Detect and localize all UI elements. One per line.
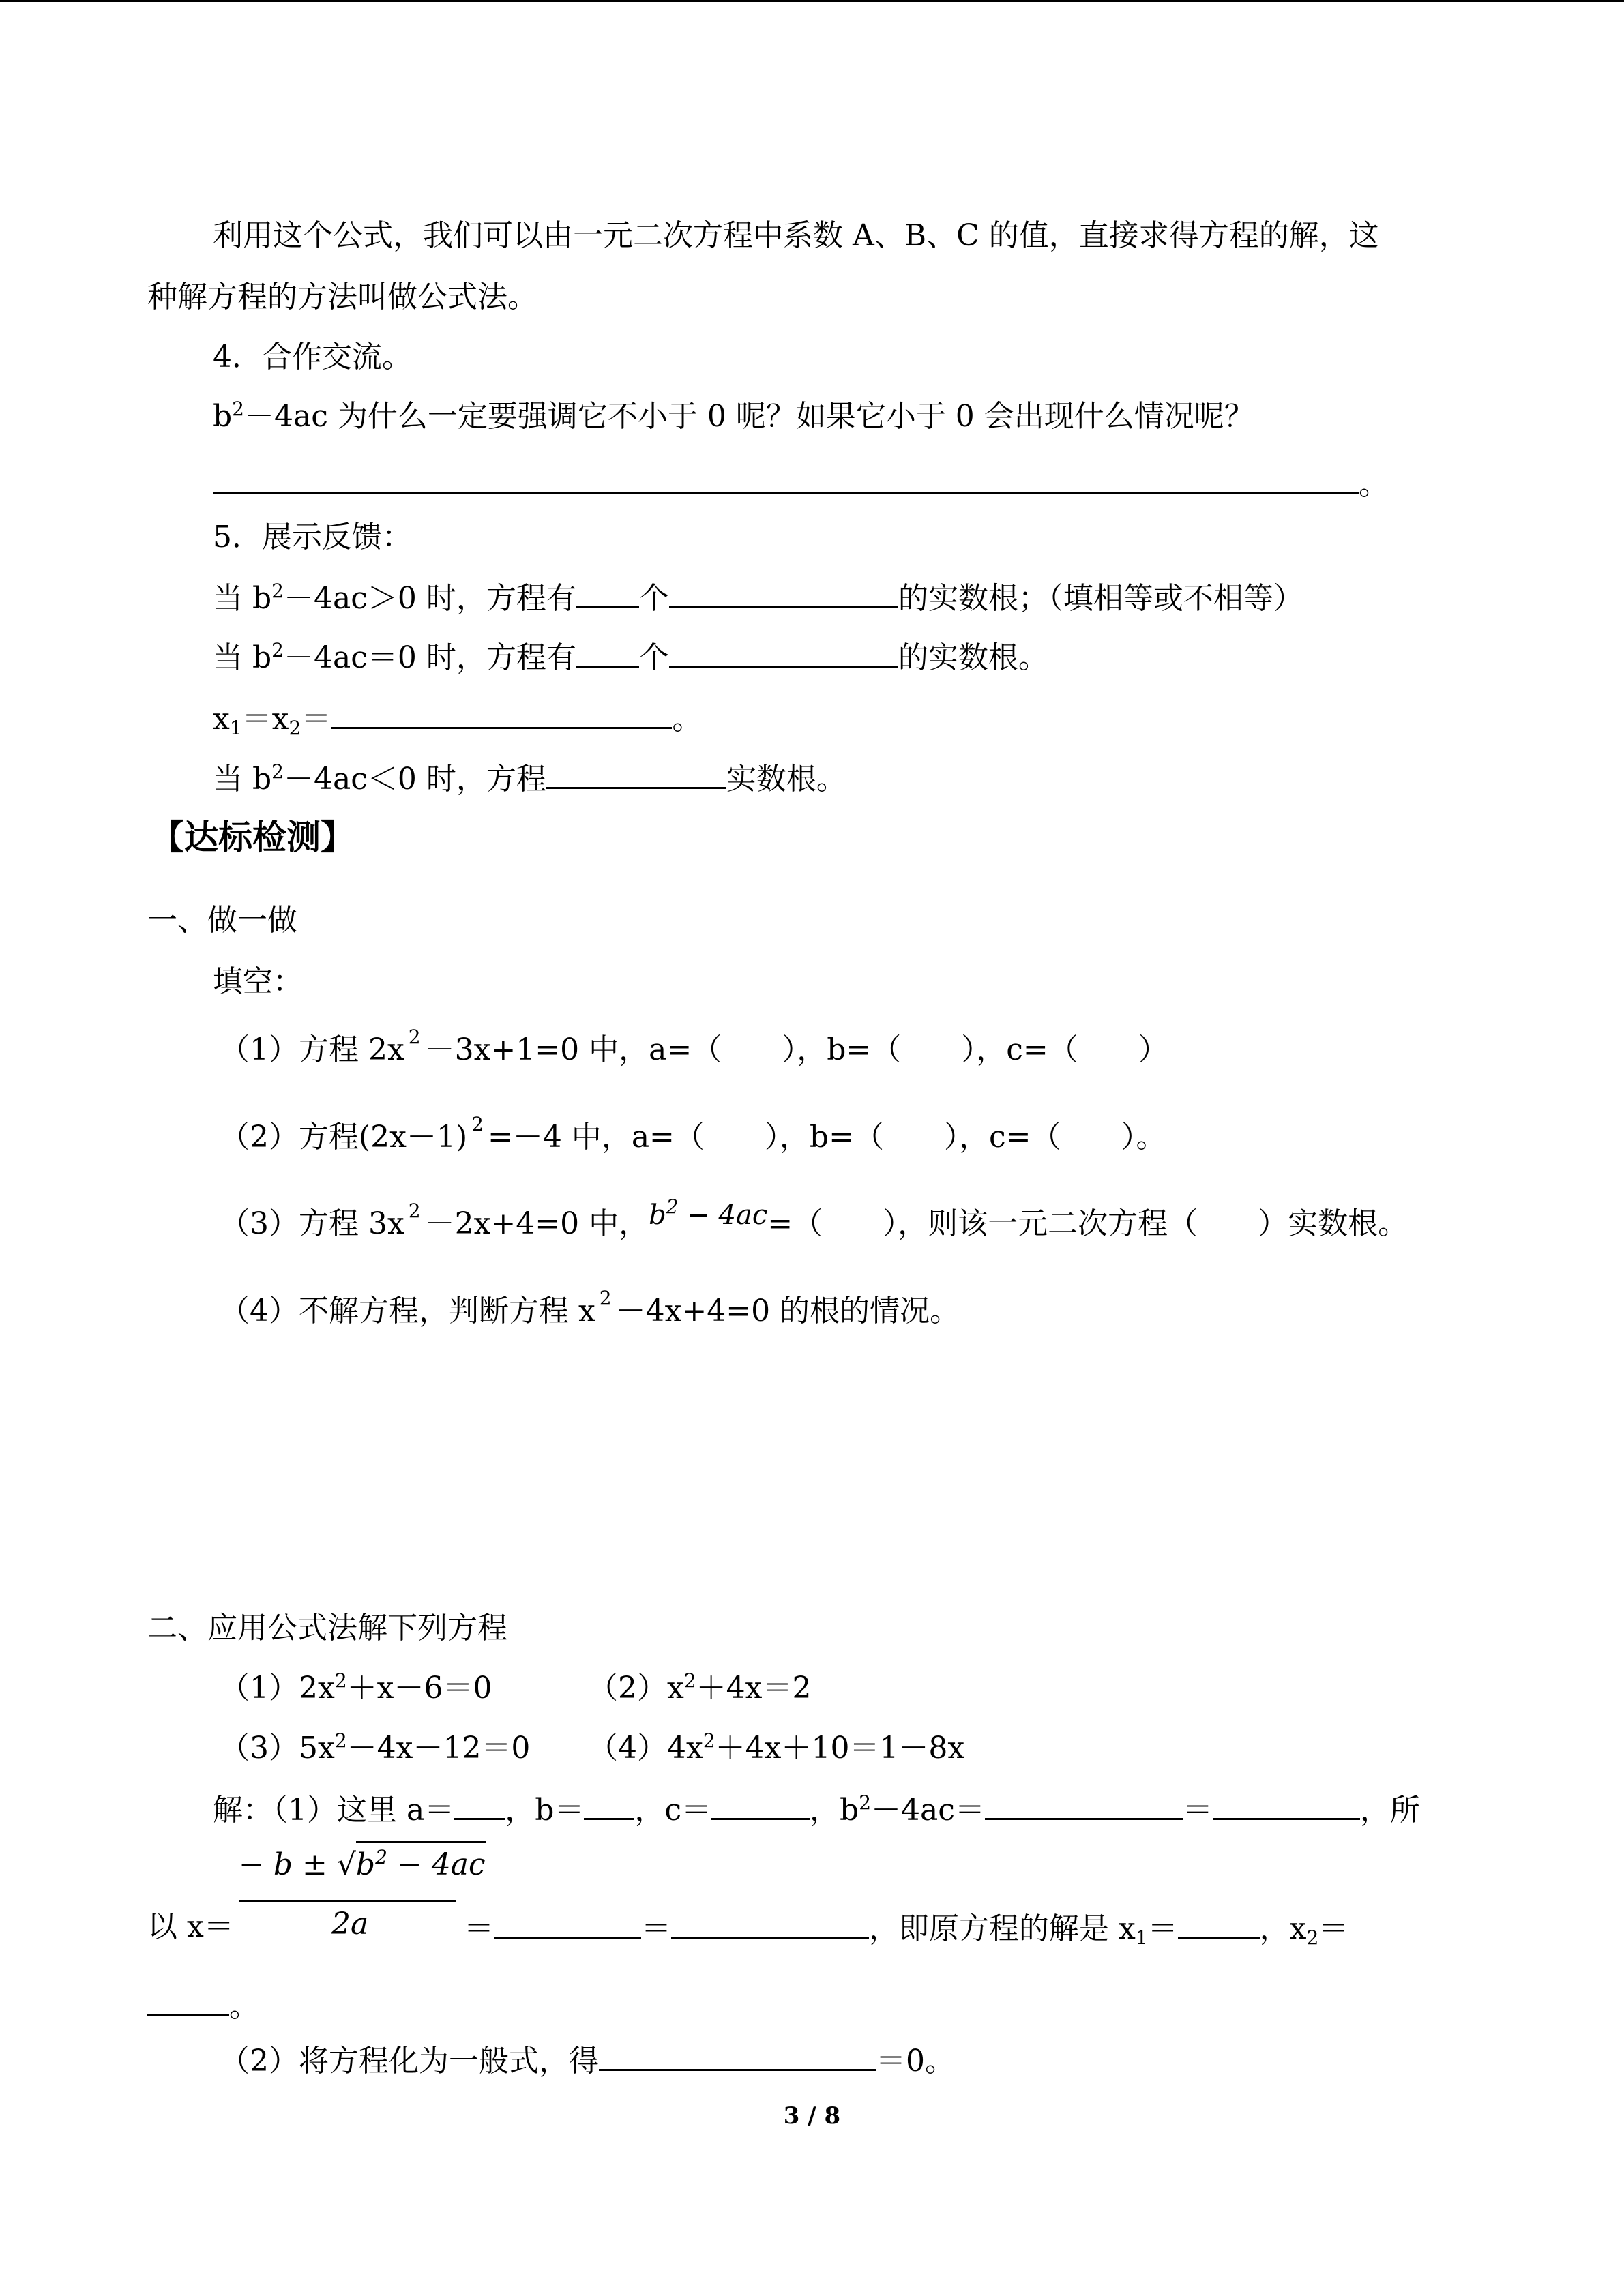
blank-b[interactable] — [584, 1788, 634, 1820]
blank-negative-case[interactable] — [546, 757, 726, 789]
blank-substitution[interactable] — [494, 1907, 641, 1939]
section5-line-3: $x_1=x_2=$ 。 — [213, 697, 702, 740]
section4-answer-line[interactable]: 。 — [213, 462, 1389, 505]
part2-equation-1: $(1)2x^2+x-6=0$ — [220, 1669, 492, 1705]
page-number: 3 / 8 — [783, 2102, 841, 2130]
part2-equation-4: $(4)4x^2+4x+10=1-8x$ — [588, 1729, 965, 1765]
blank-discriminant-expr[interactable] — [985, 1788, 1183, 1820]
blank-c[interactable] — [711, 1788, 810, 1820]
discriminant-formula: $b^2 - 4ac$ — [649, 1195, 768, 1231]
x-label: 以 x＝ — [147, 1909, 234, 1944]
blank-discriminant-value[interactable] — [1213, 1788, 1360, 1820]
solution-continuation: 。 — [147, 1984, 259, 2027]
part2-equation-3: $(3)5x^2-4x-12=0$ — [220, 1729, 531, 1765]
blank-general-form[interactable] — [599, 2039, 876, 2071]
part2-equation-2: $(2)x^2+4x=2$ — [588, 1669, 812, 1705]
formula-denominator: 2a — [331, 1907, 369, 1941]
part1-question-4: （4）不解方程，判断方程 x $^2$ －4x+4=0 的根的情况。 — [220, 1287, 960, 1328]
solution-line: 解：（1）这里 a＝ ，b＝ ，c＝ ，$b^2-4ac=$ ＝ ，所 — [213, 1788, 1420, 1831]
blank-count-1[interactable] — [576, 576, 639, 608]
part1-question-1: （1）方程 2x $^2$ －3x+1=0 中，a=（ ），b=（ ），c=（ ） — [220, 1026, 1168, 1067]
section4-title: 4．合作交流。 — [213, 340, 412, 374]
blank-x1[interactable] — [1178, 1907, 1260, 1939]
blank-x2[interactable] — [147, 1984, 229, 2016]
section4-question: $b^2-4ac$ 为什么一定要强调它不小于 0 呢？如果它小于 0 会出现什么情况呢？ — [213, 398, 1254, 434]
part1-subtitle: 填空： — [213, 964, 303, 999]
section5-line-4: 当 $b^2-4ac<0$ 时，方程 实数根。 — [213, 757, 846, 800]
blank-simplified[interactable] — [671, 1907, 869, 1939]
page-top-border — [0, 0, 1624, 2]
blank-type-1[interactable] — [669, 576, 898, 608]
part1-question-3: （3）方程 3x $^2$ －2x+4=0 中，$b^2 - 4ac=$（ ），则该一元二次方程（ ）实数根。 — [220, 1195, 1408, 1241]
section5-title: 5．展示反馈： — [213, 520, 412, 554]
step-2-line: （2）将方程化为一般式，得 ＝0。 — [220, 2039, 955, 2082]
blank-a[interactable] — [454, 1788, 505, 1820]
part1-title: 一、做一做 — [147, 903, 297, 938]
fraction-bar — [239, 1900, 456, 1902]
intro-line-1: 利用这个公式，我们可以由一元二次方程中系数 A、B、C 的值，直接求得方程的解，这 — [213, 218, 1379, 253]
formula-numerator: − $b \pm √b^2 - 4ac$ — [239, 1841, 486, 1885]
intro-line-2: 种解方程的方法叫做公式法。 — [147, 280, 537, 314]
quadratic-formula — [239, 1841, 486, 1950]
section5-line-2: 当 $b^2-4ac=0$ 时，方程有 个 的实数根。 — [213, 636, 1048, 679]
section-heading: 【达标检测】 — [150, 817, 355, 857]
blank-type-2[interactable] — [669, 636, 898, 668]
part2-title: 二、应用公式法解下列方程 — [147, 1611, 507, 1645]
blank-count-2[interactable] — [576, 636, 639, 668]
part1-question-2: （2）方程(2x－1) $^2$ =－4 中，a=（ ），b=（ ），c=（ ）。 — [220, 1113, 1166, 1154]
section5-line-1: 当 $b^2-4ac>0$ 时，方程有 个 的实数根；（填相等或不相等） — [213, 576, 1303, 619]
blank-double-root[interactable] — [331, 697, 672, 729]
solution-x-line: ＝ ＝ ，即原方程的解是 $x_1=$ ，$x_2=$ — [464, 1907, 1348, 1950]
answer-blank[interactable] — [213, 462, 1359, 494]
